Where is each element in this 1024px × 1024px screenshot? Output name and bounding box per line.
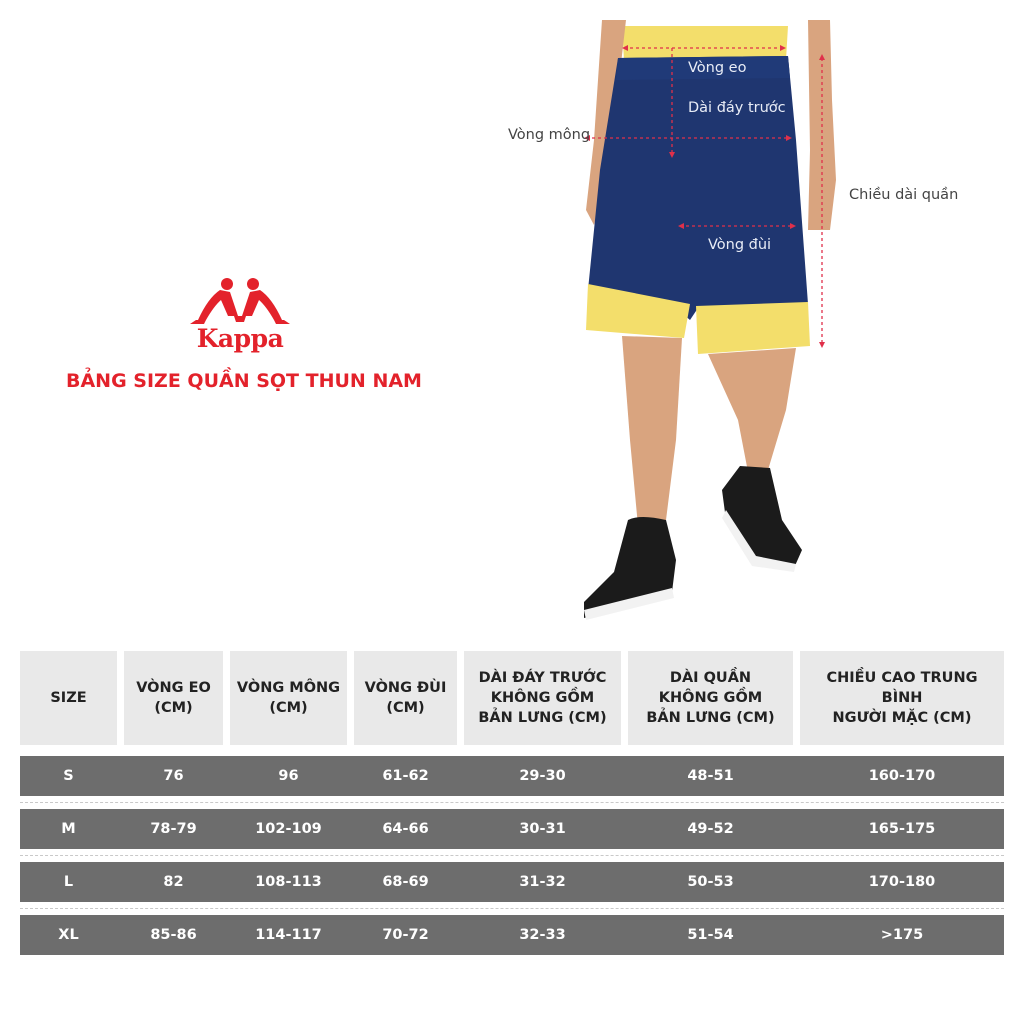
cell-front-rise: 29-30 <box>519 768 566 784</box>
waist-label: Vòng eo <box>688 60 747 76</box>
table-row <box>20 915 1004 955</box>
row-divider <box>20 855 1004 856</box>
header-length: DÀI QUẦN KHÔNG GỒM BẢN LƯNG (CM) <box>628 651 793 745</box>
cell-length: 49-52 <box>687 821 734 837</box>
cell-length: 48-51 <box>687 768 734 784</box>
thigh-label: Vòng đùi <box>708 237 772 253</box>
cell-size: XL <box>58 927 79 943</box>
table-row <box>20 809 1004 849</box>
model-figure <box>490 20 1024 630</box>
table-row <box>20 862 1004 902</box>
front-rise-label: Dài đáy trước <box>688 100 786 116</box>
hip-label: Vòng mông <box>508 127 591 143</box>
cell-front-rise: 31-32 <box>519 874 566 890</box>
kappa-logo <box>190 276 290 360</box>
header-thigh: VÒNG ĐÙI (CM) <box>354 651 457 745</box>
header-waist: VÒNG EO (CM) <box>124 651 223 745</box>
cell-hip: 114-117 <box>255 927 322 943</box>
cell-thigh: 70-72 <box>382 927 429 943</box>
cell-height: 165-175 <box>868 821 936 837</box>
cell-size: S <box>63 768 74 784</box>
header-size: SIZE <box>20 651 117 745</box>
cell-waist: 85-86 <box>150 927 197 943</box>
cell-length: 50-53 <box>687 874 734 890</box>
cell-hip: 108-113 <box>255 874 322 890</box>
kappa-wordmark: Kappa <box>196 324 284 353</box>
cell-height: 160-170 <box>868 768 936 784</box>
table-row <box>20 756 1004 796</box>
cell-hip: 102-109 <box>255 821 322 837</box>
cell-waist: 82 <box>163 874 184 890</box>
length-label: Chiều dài quần <box>849 187 959 203</box>
cell-height: >175 <box>880 927 924 943</box>
cell-size: M <box>61 821 76 837</box>
cell-size: L <box>63 874 74 890</box>
cell-length: 51-54 <box>687 927 734 943</box>
header-height: CHIỀU CAO TRUNG BÌNH NGƯỜI MẶC (CM) <box>800 651 1004 745</box>
page-title: BẢNG SIZE QUẦN SỌT THUN NAM <box>66 370 422 392</box>
row-divider <box>20 802 1004 803</box>
cell-front-rise: 32-33 <box>519 927 566 943</box>
cell-waist: 76 <box>163 768 184 784</box>
cell-height: 170-180 <box>868 874 936 890</box>
cell-thigh: 61-62 <box>382 768 429 784</box>
cell-waist: 78-79 <box>150 821 197 837</box>
row-divider <box>20 908 1004 909</box>
cell-thigh: 68-69 <box>382 874 429 890</box>
header-hip: VÒNG MÔNG (CM) <box>230 651 347 745</box>
kappa-omini-icon <box>190 276 290 328</box>
header-front-rise: DÀI ĐÁY TRƯỚC KHÔNG GỒM BẢN LƯNG (CM) <box>464 651 621 745</box>
brand-block <box>40 276 440 406</box>
cell-front-rise: 30-31 <box>519 821 566 837</box>
cell-hip: 96 <box>278 768 299 784</box>
cell-thigh: 64-66 <box>382 821 429 837</box>
